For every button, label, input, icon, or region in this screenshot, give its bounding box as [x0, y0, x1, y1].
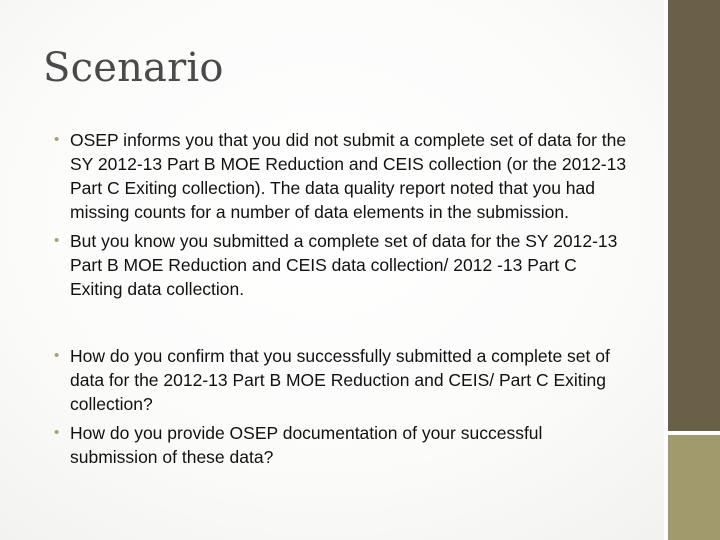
bullet-dot-icon: • [54, 232, 60, 249]
bullet-item [54, 421, 634, 469]
bullet-dot-icon: • [54, 424, 60, 441]
bullet-text: OSEP informs you that you did not submit a complete set of data for the SY 2012-13 Part B MOE Reduction and CEIS collection (or the 2012-13 Part C Exiting collection). The data quality report noted that you had missing counts for a number of data elements in the submission. [70, 130, 627, 222]
sidebar-upper-band [668, 0, 720, 431]
bullet-list [54, 128, 634, 474]
sidebar-lower-band [668, 435, 720, 540]
bullet-item [54, 344, 634, 416]
slide-title: Scenario [43, 45, 224, 91]
bullet-item [54, 128, 634, 224]
bullet-text: How do you provide OSEP documentation of your successful submission of these data? [70, 423, 543, 467]
bullet-item [54, 229, 634, 301]
bullet-dot-icon: • [54, 347, 60, 364]
bullet-text: How do you confirm that you successfully submitted a complete set of data for the 2012-13 Part B MOE Reduction and CEIS/ Part C Exiting collection? [70, 346, 610, 414]
bullet-dot-icon: • [54, 131, 60, 148]
bullet-text: But you know you submitted a complete set of data for the SY 2012-13 Part B MOE Reduction and CEIS data collection/ 2012 -13 Part C Exiting data collection. [70, 231, 618, 299]
